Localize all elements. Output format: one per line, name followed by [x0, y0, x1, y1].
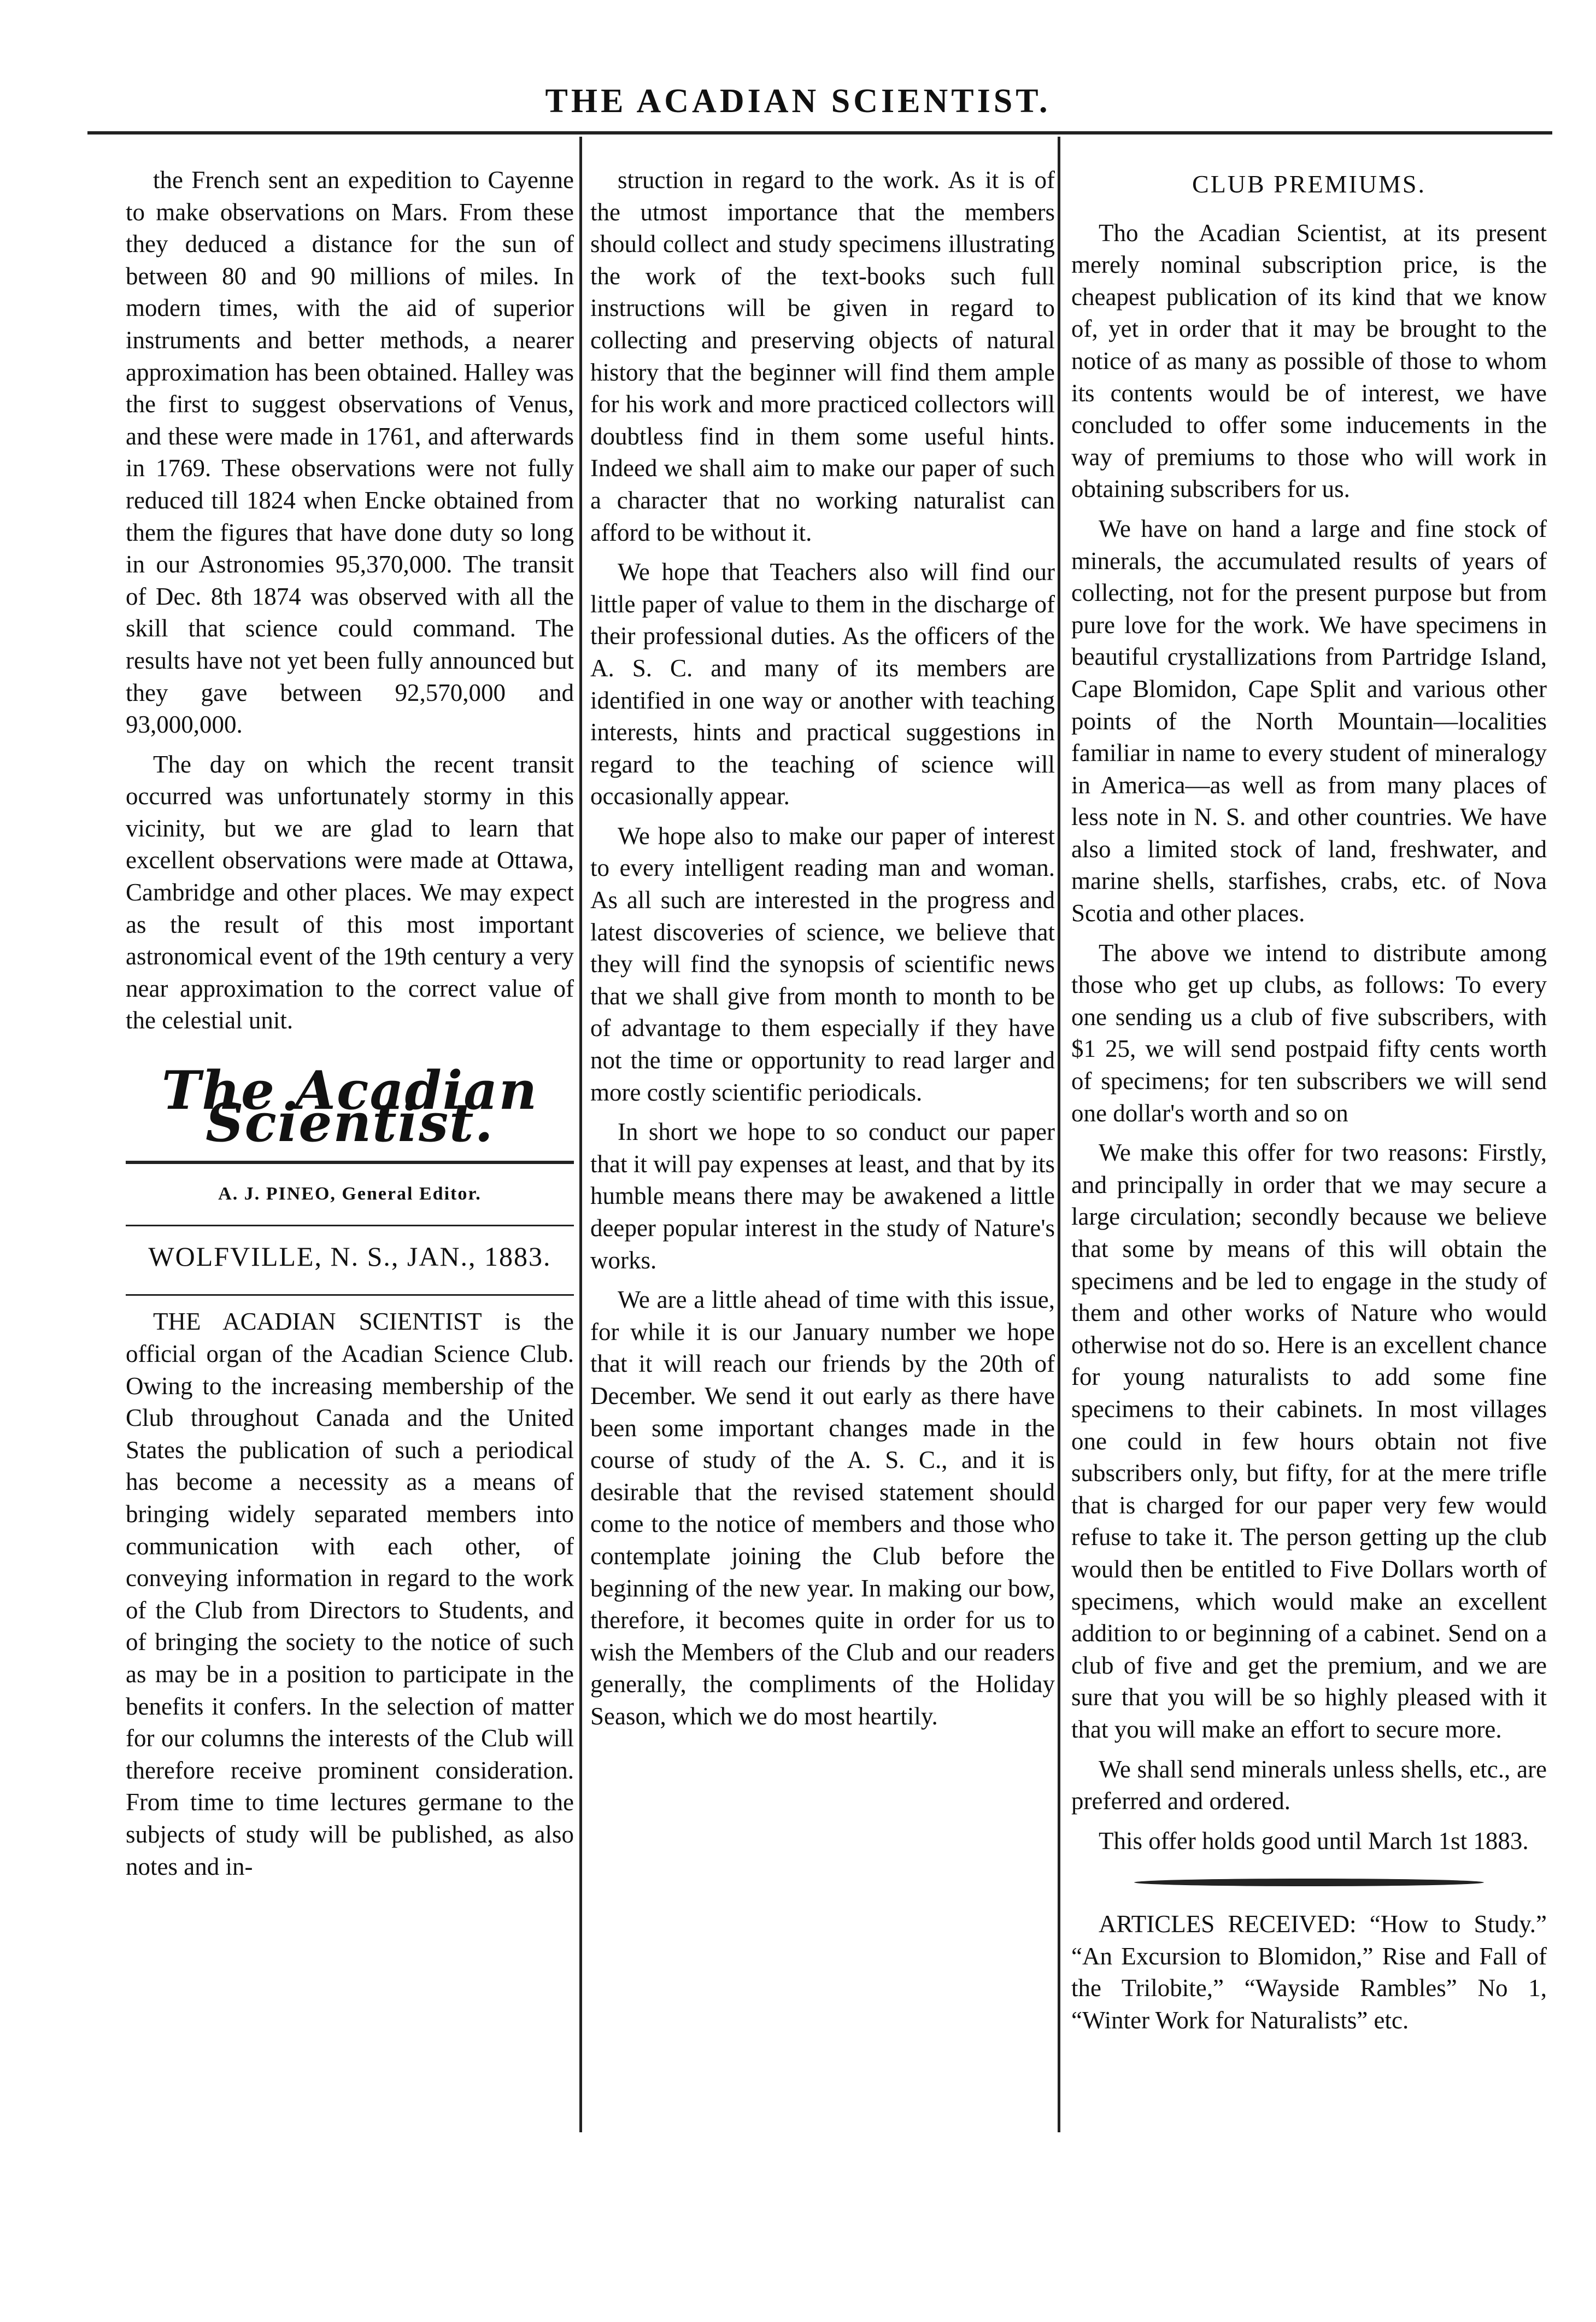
dateline: WOLFVILLE, N. S., JAN., 1883. [148, 1241, 551, 1272]
column-1 [126, 164, 574, 1890]
editorial-paragraph-3: We hope also to make our paper of interest to every intelligent reading man and woman. As all such are interested in the progress and latest discoveries of science, we believe that they will find the synopsis of scientific news that we shall give from month to month to be of advantage to them especially if they have not the time or opportunity to read larger and more costly scientific periodicals. [590, 822, 1055, 1106]
premiums-paragraph-4: We make this offer for two reasons: Firstly, and principally in order that we may secure a large circulation; secondly because we believe that some by means of this will obtain the specimens and be led to engage in the study of them and other works of Nature who would otherwise not do so. Here is an excellent chance for young naturalists to add some fine specimens to their cabinets. In most villages one could in few hours obtain not five subscribers only, but fifty, for at the mere trifle that is charged for our paper very few would refuse to take it. The person getting up the club would then be entitled to Five Dollars worth of specimens, which would make an excellent addition to or beginning of a cabinet. Send on a club of five and get the premium, and we are sure that you will be so highly pleased with it that you will make an effort to secure more. [1071, 1139, 1547, 1743]
editorial-paragraph-4: In short we hope to so conduct our paper that it will pay expenses at least, and that by its humble means there may be awakened a little deeper popular interest in the study of Nature's works. [590, 1118, 1055, 1274]
column-divider-1 [579, 137, 582, 2132]
premiums-paragraph-1: Tho the Acadian Scientist, at its present merely nominal subscription price, is the cheapest publication of its kind that we know of, yet in order that it may be brought to the notice of as many as possible of those to whom its contents would be of interest, we have concluded to offer some inducements in the way of premiums to those who will work in obtaining subscribers for us. [1071, 219, 1547, 503]
editor-line: A. J. PINEO, General Editor. [218, 1184, 482, 1204]
club-premiums-heading: CLUB PREMIUMS. [1192, 170, 1426, 198]
premiums-paragraph-2: We have on hand a large and fine stock of minerals, the accumulated results of years of collecting, not for the present purpose but from pure love for the work. We have specimens in beautiful crystallizations from Partridge Island, Cape Blomidon, Cape Split and various other points of the North Mountain—localities familiar in name to every student of mineralogy in America—as well as from many places of less note in N. S. and other countries. We have also a limited stock of land, freshwater, and marine shells, starfishes, crabs, etc. of Nova Scotia and other places. [1071, 514, 1547, 927]
editorial-paragraph-5: We are a little ahead of time with this issue, for while it is our January number we hope that it will reach our friends by the 20th of December. We send it out early as there have been some important changes made in the course of study of the A. S. C., and it is desirable that the revised statement should come to the notice of members and those who contemplate joining the Club before the beginning of the new year. In making our bow, therefore, it becomes quite in order for us to wish the Members of the Club and our readers generally, the compliments of the Holiday Season, which we do most heartily. [590, 1286, 1055, 1730]
transit-paragraph-2: The day on which the recent transit occurred was unfortunately stormy in this vicinity, but we are glad to learn that excellent observations were made at Ottawa, Cambridge and other places. We may expect as the result of this most important astronomical event of the 19th century a very near approximation to the correct value of the celestial unit. [126, 750, 574, 1034]
column-2 [590, 164, 1055, 1740]
nameplate-rule-2 [126, 1225, 574, 1226]
transit-paragraph-1: the French sent an expedition to Cayenne to make observations on Mars. From these they deduced a distance for the sun of between 80 and 90 millions of miles. In modern times, with the aid of superior instruments and better methods, a nearer approximation has been obtained. Halley was the first to suggest observations of Venus, and these were made in 1761, and afterwards in 1769. These observations were not fully reduced till 1824 when Encke obtained from them the figures that have done duty so long in our Astronomies 95,370,000. The transit of Dec. 8th 1874 was observed with all the skill that science could command. The results have not yet been fully announced but they gave between 92,570,000 and 93,000,000. [126, 166, 574, 739]
intro-paragraph: THE ACADIAN SCIENTIST is the official organ of the Acadian Science Club. Owing to the increasing membership of the Club throughout Canada and the United States the publication of such a periodical has become a necessity as a means of bringing widely separated members into communication with each other, of conveying information in regard to the work of the Club from Directors to Students, and of bringing the society to the notice of such as may be in a position to participate in the benefits it confers. In the selection of matter for our columns the interests of the Club will therefore receive prominent consideration. From time to time lectures germane to the subjects of study will be published, as also notes and in- [126, 1308, 574, 1880]
column-divider-2 [1058, 137, 1060, 2132]
nameplate-rule-1 [126, 1161, 574, 1164]
newspaper-nameplate: The Acadian Scientist. [161, 1060, 538, 1154]
editorial-paragraph-1: struction in regard to the work. As it is of the utmost importance that the members should collect and study specimens illustrating the work of the text-books such full instructions will be given in regard to collecting and preserving objects of natural history that the beginner will find them ample for his work and more practiced collectors will doubtless find in them some useful hints. Indeed we shall aim to make our paper of such a character that no working naturalist can afford to be without it. [590, 166, 1055, 546]
header-rule [87, 131, 1552, 134]
articles-received: ARTICLES RECEIVED: “How to Study.” “An Excursion to Blomidon,” Rise and Fall of the Trilobite,” “Wayside Rambles” No 1, “Winter Work for Naturalists” etc. [1071, 1910, 1547, 2034]
nameplate-rule-3 [126, 1294, 574, 1296]
decorative-divider [1134, 1879, 1484, 1886]
premiums-paragraph-6: This offer holds good until March 1st 1883. [1099, 1827, 1529, 1855]
premiums-paragraph-3: The above we intend to distribute among those who get up clubs, as follows: To every one sending us a club of five subscribers, with $1 25, we will send postpaid fifty cents worth of specimens; for ten subscribers we will send one dollar's worth and so on [1071, 939, 1547, 1127]
masthead-title: THE ACADIAN SCIENTIST. [545, 83, 1051, 120]
premiums-paragraph-5: We shall send minerals unless shells, etc., are preferred and ordered. [1071, 1755, 1547, 1815]
column-3 [1071, 164, 1547, 2044]
editorial-paragraph-2: We hope that Teachers also will find our little paper of value to them in the discharge of their professional duties. As the officers of the A. S. C. and many of its members are identified in one way or another with teaching interests, hints and practical suggestions in regard to the teaching of science will occasionally appear. [590, 558, 1055, 810]
